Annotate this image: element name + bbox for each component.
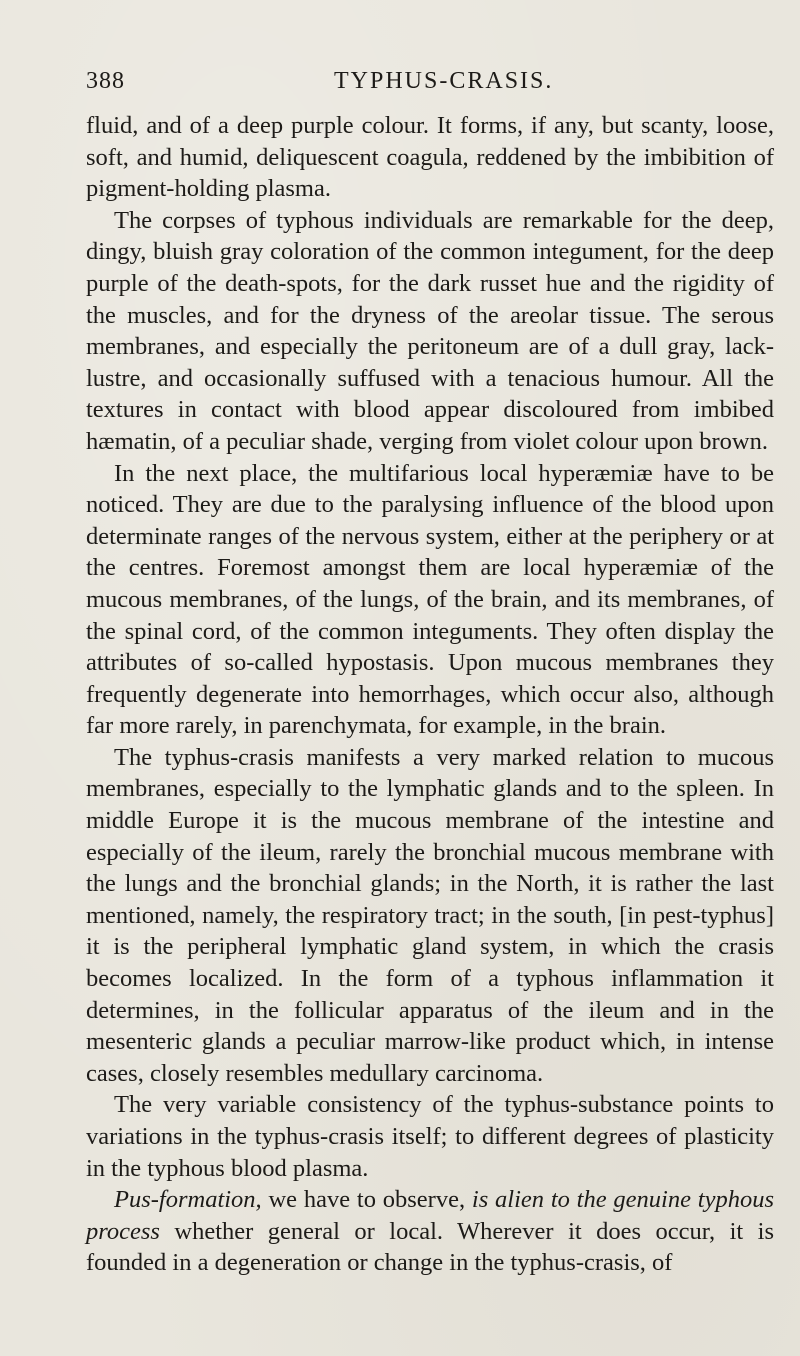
pus-formation-mid: we have to observe, (261, 1186, 472, 1214)
paragraph-consistency: The very variable consistency of the typhus-substance points to variations in the typhus-crasis itself; to different degrees of plasticity in the typhous blood plasma. (86, 1091, 774, 1182)
pus-formation-tail: whether general or local. Wherever it does occur, it is founded in a degeneration or change in the typhus-crasis, of (86, 1217, 774, 1277)
running-head (86, 60, 774, 100)
paragraph-continuation: fluid, and of a deep purple colour. It forms, if any, but scanty, loose, soft, and humid, deliquescent coagula, reddened by the imbibition of pigment-holding plasma. (86, 112, 774, 203)
paragraph-pus-formation (86, 1184, 774, 1279)
running-title: TYPHUS-CRASIS. (334, 68, 554, 94)
paragraph-hyperaemiae: In the next place, the multifarious local hyperæmiæ have to be noticed. They are due to the paralysing influence of the blood upon determinate ranges of the nervous system, either at the periphery or at the centres. Foremost amongst them are local hyperæmiæ of the mucous membranes, of the lungs, of the brain, and its membranes, of the spinal cord, of the common integuments. They often display the attributes of so-called hypostasis. Upon mucous membranes they frequently degenerate into hemorrhages, which occur also, although far more rarely, in parenchymata, for example, in the brain. (86, 459, 774, 740)
paragraph-corpses: The corpses of typhous individuals are remarkable for the deep, dingy, bluish gray coloration of the common integument, for the deep purple of the death-spots, for the dark russet hue and the rigidity of the muscles, and for the dryness of the areolar tissue. The serous membranes, and especially the peritoneum are of a dull gray, lack-lustre, and occasionally suffused with a tenacious humour. All the textures in contact with blood appear discoloured from imbibed hæmatin, of a peculiar shade, verging from violet colour upon brown. (86, 206, 774, 455)
pus-formation-term: Pus-formation, (114, 1186, 262, 1214)
paragraph-relation: The typhus-crasis manifests a very marked relation to mucous membranes, especially to the lymphatic glands and to the spleen. In middle Europe it is the mucous membrane of the intestine and especially of the ileum, rarely the bronchial mucous membrane with the lungs and the bronchial glands; in the North, it is rather the last mentioned, namely, the respiratory tract; in the south, [in pest-typhus] it is the peripheral lymphatic gland system, in which the crasis becomes localized. In the form of a typhous inflammation it determines, in the follicular apparatus of the ileum and in the mesenteric glands a peculiar marrow-like product which, in intense cases, closely resembles medullary carcinoma. (86, 743, 774, 1087)
pus-formation-italic: is alien to the genuine typhous process (86, 1186, 774, 1245)
body-text (86, 110, 774, 1279)
page-number: 388 (86, 68, 125, 94)
